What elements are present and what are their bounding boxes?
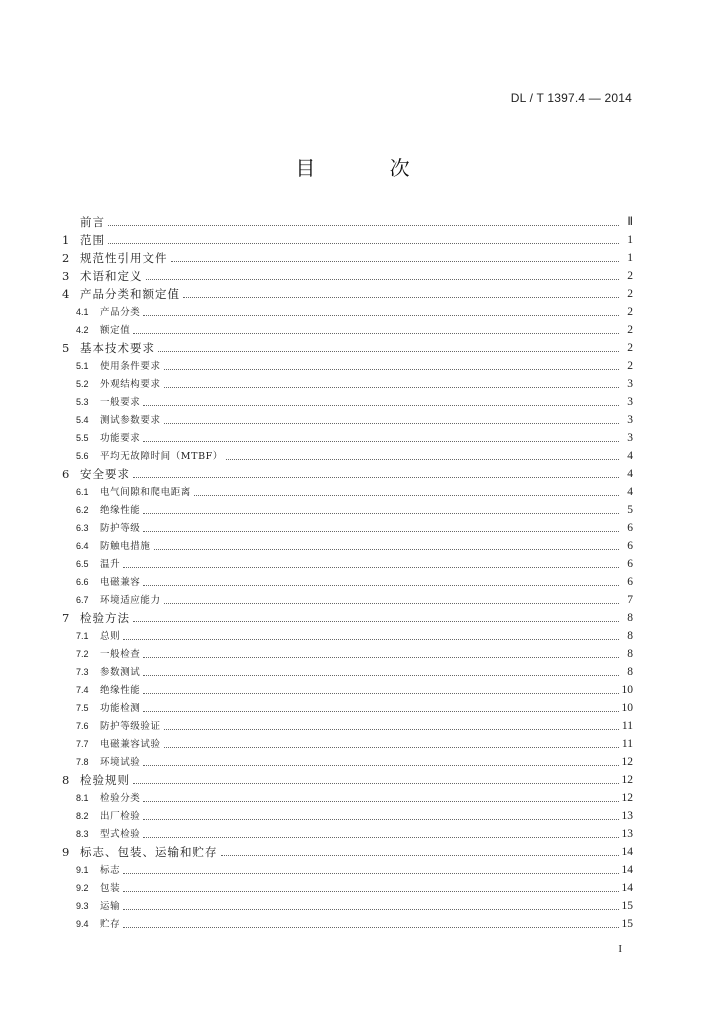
toc-entry[interactable] (62, 643, 633, 661)
dot-leader (123, 927, 619, 928)
dot-leader (143, 405, 619, 406)
toc-entry-title: 标志 (100, 865, 121, 876)
toc-entry-number: 7.7 (76, 739, 89, 749)
dot-leader (123, 909, 619, 910)
dot-leader (146, 279, 620, 280)
toc-entry-number: 4 (62, 287, 70, 301)
dot-leader (226, 459, 619, 460)
toc-entry[interactable] (62, 265, 633, 283)
toc-entry-title: 一般检查 (100, 649, 141, 660)
toc-entry-number: 7.2 (76, 649, 89, 659)
toc-entry-title: 安全要求 (80, 467, 130, 481)
dot-leader (183, 297, 619, 298)
toc-entry-page: 3 (627, 414, 633, 426)
toc-entry[interactable] (62, 391, 633, 409)
toc-entry-number: 9 (62, 845, 70, 859)
dot-leader (133, 783, 619, 784)
toc-entry[interactable] (62, 445, 633, 463)
toc-entry-number: 9.3 (76, 901, 89, 911)
dot-leader (108, 243, 619, 244)
toc-entry-number: 6.3 (76, 523, 89, 533)
toc-entry-number: 8 (62, 773, 70, 787)
toc-entry[interactable] (62, 499, 633, 517)
toc-entry-page: 14 (621, 882, 633, 894)
toc-entry[interactable] (62, 229, 633, 247)
toc-entry-title: 平均无故障时间（MTBF） (100, 451, 223, 462)
toc-entry-title: 产品分类 (100, 307, 141, 318)
toc-entry-number: 7.5 (76, 703, 89, 713)
toc-entry-number: 5.2 (76, 379, 89, 389)
toc-entry-page: 10 (621, 684, 633, 696)
toc-entry-title: 参数测试 (100, 667, 141, 678)
toc-entry-title: 包装 (100, 883, 121, 894)
toc-entry-number: 6.4 (76, 541, 89, 551)
toc-entry-title: 使用条件要求 (100, 361, 161, 372)
toc-entry-number: 4.2 (76, 325, 89, 335)
toc-entry-number: 3 (62, 269, 70, 283)
dot-leader (143, 657, 619, 658)
toc-entry-page: 8 (627, 612, 633, 624)
toc-entry-number: 5.3 (76, 397, 89, 407)
dot-leader (123, 567, 619, 568)
toc-entry[interactable] (62, 373, 633, 391)
dot-leader (164, 387, 619, 388)
toc-entry-number: 5.5 (76, 433, 89, 443)
toc-entry[interactable] (62, 463, 633, 481)
toc-entry[interactable] (62, 283, 633, 301)
toc-entry-title: 基本技术要求 (80, 341, 155, 355)
toc-entry-page: 12 (621, 756, 633, 768)
toc-entry[interactable] (62, 355, 633, 373)
dot-leader (143, 693, 619, 694)
toc-entry-title: 范围 (80, 233, 105, 247)
toc-entry-page: 6 (627, 576, 633, 588)
toc-entry[interactable] (62, 247, 633, 265)
toc-entry-title: 检验规则 (80, 773, 130, 787)
dot-leader (143, 531, 619, 532)
toc-entry-page: 12 (621, 792, 633, 804)
toc-entry[interactable] (62, 625, 633, 643)
toc-entry[interactable] (62, 427, 633, 445)
toc-entry[interactable] (62, 409, 633, 427)
toc-entry-title: 防护等级 (100, 523, 141, 534)
toc-entry[interactable] (62, 769, 633, 787)
toc-entry-page: 6 (627, 558, 633, 570)
toc-entry-title: 额定值 (100, 325, 131, 336)
toc-entry-title: 型式检验 (100, 829, 141, 840)
toc-entry-title: 电磁兼容 (100, 577, 141, 588)
toc-entry[interactable] (62, 319, 633, 337)
toc-entry[interactable] (62, 841, 633, 859)
toc-entry-title: 标志、包装、运输和贮存 (80, 845, 218, 859)
toc-entry-page: 4 (627, 468, 633, 480)
toc-entry-page: 1 (627, 234, 633, 246)
dot-leader (164, 747, 619, 748)
toc-entry-number: 7.8 (76, 757, 89, 767)
dot-leader (154, 549, 619, 550)
toc-entry-title: 一般要求 (100, 397, 141, 408)
toc-entry-page: 13 (621, 828, 633, 840)
toc-entry-title: 环境适应能力 (100, 595, 161, 606)
toc-entry-number: 6.1 (76, 487, 89, 497)
toc-entry[interactable] (62, 337, 633, 355)
dot-leader (143, 441, 619, 442)
toc-entry-title: 运输 (100, 901, 121, 912)
table-of-contents (62, 211, 633, 931)
toc-entry-page: 2 (627, 360, 633, 372)
toc-entry-title: 电磁兼容试验 (100, 739, 161, 750)
dot-leader (143, 315, 619, 316)
toc-entry-title: 总则 (100, 631, 121, 642)
dot-leader (143, 801, 619, 802)
dot-leader (133, 333, 619, 334)
dot-leader (143, 837, 619, 838)
toc-entry-number: 6.5 (76, 559, 89, 569)
toc-entry[interactable] (62, 823, 633, 841)
dot-leader (143, 765, 619, 766)
toc-entry[interactable] (62, 481, 633, 499)
toc-entry-title: 检验分类 (100, 793, 141, 804)
toc-entry-number: 7.1 (76, 631, 89, 641)
toc-entry-number: 8.2 (76, 811, 89, 821)
toc-entry-page: 1 (627, 252, 633, 264)
toc-entry-page: 2 (627, 306, 633, 318)
toc-entry-title: 出厂检验 (100, 811, 141, 822)
toc-entry-number: 5.4 (76, 415, 89, 425)
dot-leader (171, 261, 620, 262)
document-id: DL / T 1397.4 — 2014 (510, 91, 632, 105)
dot-leader (133, 621, 619, 622)
toc-entry-page: 12 (621, 774, 633, 786)
toc-entry-page: 6 (627, 540, 633, 552)
dot-leader (164, 603, 619, 604)
toc-entry-page: 2 (627, 324, 633, 336)
toc-entry-number: 9.2 (76, 883, 89, 893)
toc-entry-number: 7.3 (76, 667, 89, 677)
toc-entry-page: 15 (621, 918, 633, 930)
toc-entry[interactable] (62, 787, 633, 805)
toc-entry[interactable] (62, 211, 633, 229)
toc-entry-page: 8 (627, 666, 633, 678)
page-title: 目 次 (295, 156, 444, 180)
toc-entry-number: 1 (62, 233, 70, 247)
toc-entry[interactable] (62, 805, 633, 823)
toc-entry[interactable] (62, 517, 633, 535)
toc-entry-title: 产品分类和额定值 (80, 287, 180, 301)
toc-entry-page: 3 (627, 432, 633, 444)
dot-leader (164, 369, 619, 370)
toc-entry-title: 检验方法 (80, 611, 130, 625)
toc-entry-page: 3 (627, 396, 633, 408)
toc-entry-title: 环境试验 (100, 757, 141, 768)
toc-entry[interactable] (62, 679, 633, 697)
dot-leader (123, 891, 619, 892)
toc-entry-page: 13 (621, 810, 633, 822)
toc-entry[interactable] (62, 895, 633, 913)
toc-entry[interactable] (62, 589, 633, 607)
dot-leader (143, 585, 619, 586)
toc-entry[interactable] (62, 913, 633, 931)
toc-entry-number: 7.6 (76, 721, 89, 731)
dot-leader (143, 675, 619, 676)
toc-entry-number: 4.1 (76, 307, 89, 317)
toc-entry-title: 测试参数要求 (100, 415, 161, 426)
toc-entry-page: 15 (621, 900, 633, 912)
toc-entry[interactable] (62, 751, 633, 769)
dot-leader (164, 729, 619, 730)
toc-entry-number: 7.4 (76, 685, 89, 695)
toc-entry-number: 6.2 (76, 505, 89, 515)
toc-entry-number: 5.6 (76, 451, 89, 461)
toc-entry-title: 术语和定义 (80, 269, 143, 283)
toc-entry-page: 8 (627, 630, 633, 642)
toc-entry-title: 外观结构要求 (100, 379, 161, 390)
toc-entry-number: 9.1 (76, 865, 89, 875)
toc-entry-number: 6 (62, 467, 70, 481)
toc-entry-number: 8.1 (76, 793, 89, 803)
toc-entry[interactable] (62, 715, 633, 733)
dot-leader (133, 477, 619, 478)
toc-entry-title: 贮存 (100, 919, 121, 930)
dot-leader (221, 855, 620, 856)
toc-entry-page: 6 (627, 522, 633, 534)
toc-entry-number: 6.7 (76, 595, 89, 605)
toc-entry-page: 7 (627, 594, 633, 606)
toc-entry-page: 2 (627, 288, 633, 300)
toc-entry-title: 绝缘性能 (100, 505, 141, 516)
toc-entry[interactable] (62, 571, 633, 589)
toc-entry-number: 5.1 (76, 361, 89, 371)
toc-entry-page: 4 (627, 486, 633, 498)
toc-entry-page: 2 (627, 342, 633, 354)
toc-entry-title: 防触电措施 (100, 541, 151, 552)
dot-leader (194, 495, 619, 496)
toc-entry-page: 4 (627, 450, 633, 462)
toc-entry-page: 14 (621, 864, 633, 876)
dot-leader (164, 423, 619, 424)
toc-entry[interactable] (62, 697, 633, 715)
toc-entry-title: 规范性引用文件 (80, 251, 168, 265)
toc-entry-page: 11 (621, 738, 633, 750)
toc-entry-number: 9.4 (76, 919, 89, 929)
toc-entry-title: 功能要求 (100, 433, 141, 444)
dot-leader (143, 819, 619, 820)
dot-leader (123, 639, 619, 640)
toc-entry[interactable] (62, 877, 633, 895)
toc-entry-page: 14 (621, 846, 633, 858)
toc-entry-title: 绝缘性能 (100, 685, 141, 696)
toc-entry[interactable] (62, 607, 633, 625)
toc-entry-title: 前言 (80, 215, 105, 229)
toc-entry[interactable] (62, 535, 633, 553)
toc-entry-number: 7 (62, 611, 70, 625)
toc-entry-page: Ⅱ (627, 216, 633, 228)
toc-entry-number: 6.6 (76, 577, 89, 587)
toc-entry[interactable] (62, 733, 633, 751)
toc-entry-page: 3 (627, 378, 633, 390)
toc-entry-page: 8 (627, 648, 633, 660)
toc-entry-number: 2 (62, 251, 70, 265)
toc-entry-page: 5 (627, 504, 633, 516)
toc-entry-title: 功能检测 (100, 703, 141, 714)
dot-leader (108, 225, 619, 226)
toc-entry-title: 防护等级验证 (100, 721, 161, 732)
toc-entry[interactable] (62, 553, 633, 571)
dot-leader (123, 873, 619, 874)
toc-entry-title: 电气间隙和爬电距离 (100, 487, 191, 498)
toc-entry-number: 5 (62, 341, 70, 355)
dot-leader (158, 351, 619, 352)
toc-entry-page: 10 (621, 702, 633, 714)
toc-entry-page: 2 (627, 270, 633, 282)
toc-entry-title: 温升 (100, 559, 121, 570)
toc-entry[interactable] (62, 859, 633, 877)
toc-entry-number: 8.3 (76, 829, 89, 839)
dot-leader (143, 711, 619, 712)
page-number: I (618, 943, 622, 955)
toc-entry[interactable] (62, 301, 633, 319)
toc-entry-page: 11 (621, 720, 633, 732)
dot-leader (143, 513, 619, 514)
toc-entry[interactable] (62, 661, 633, 679)
